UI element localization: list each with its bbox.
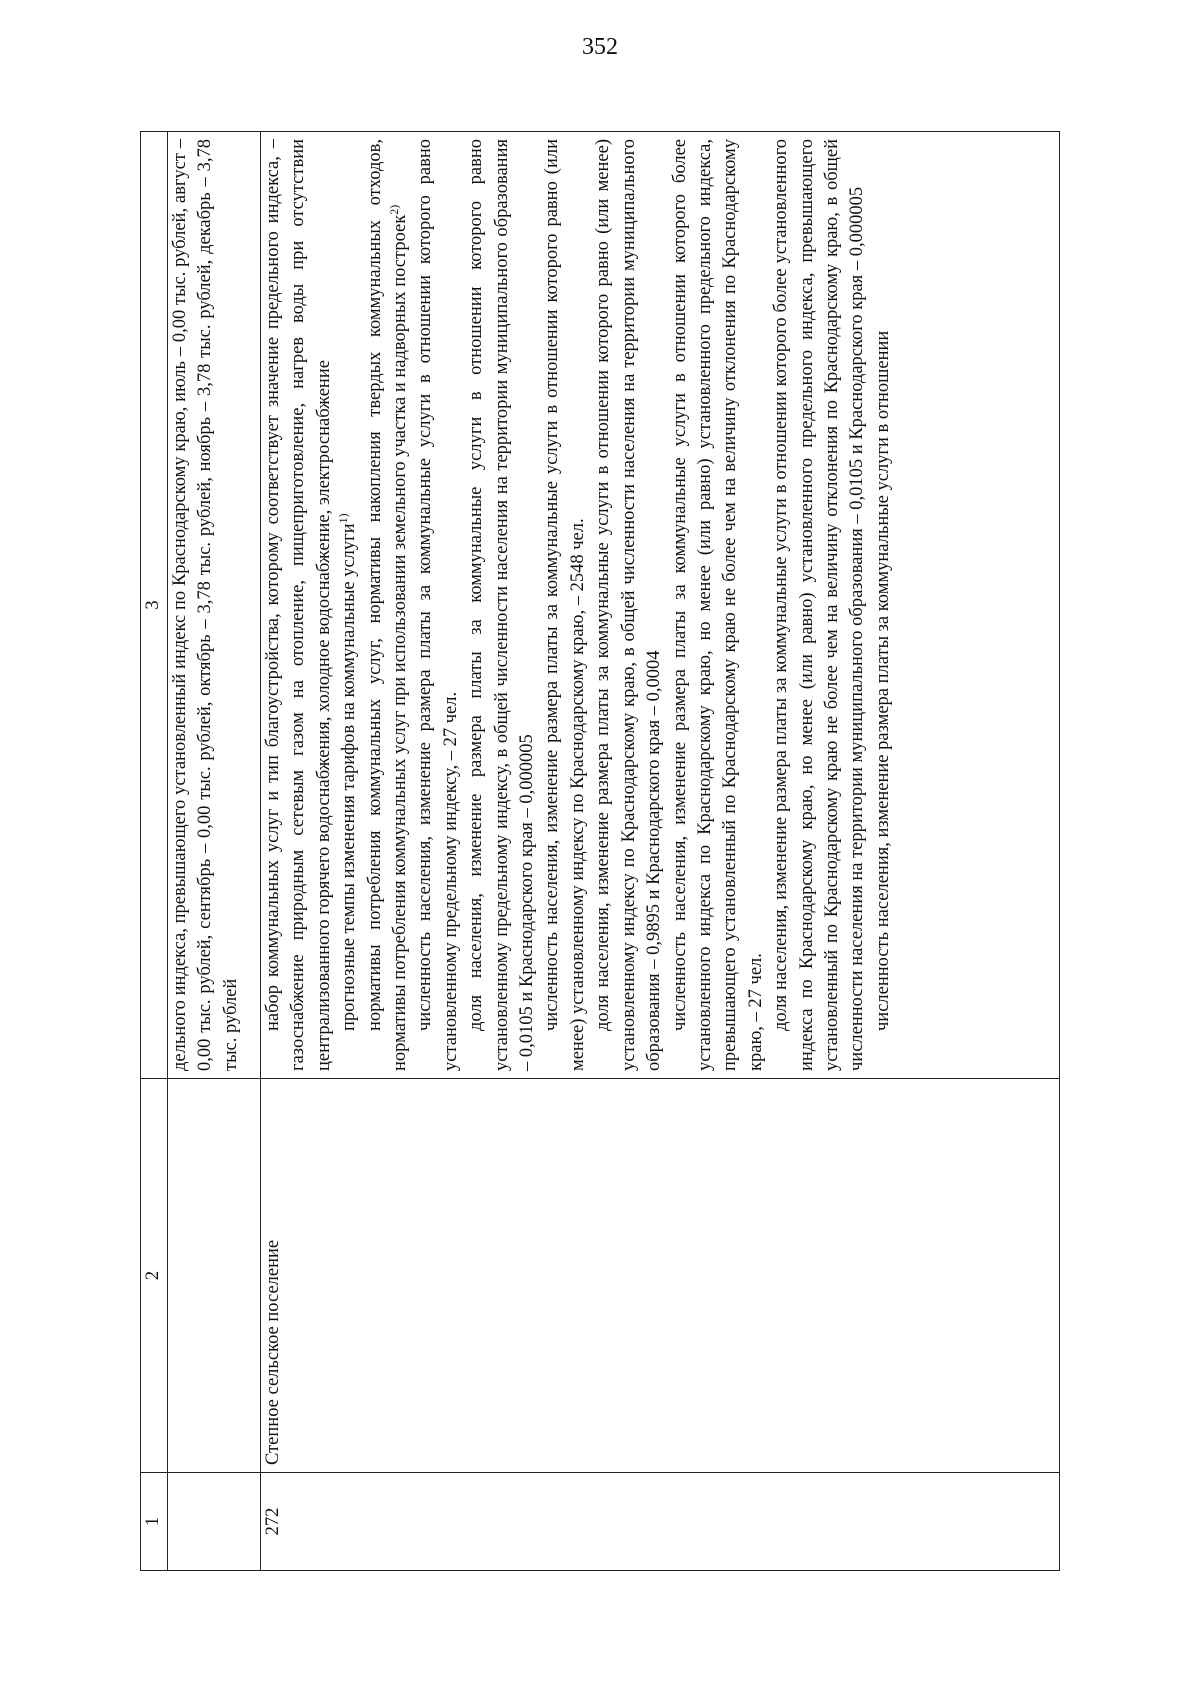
detail-paragraph-10: численность населения, изменение размера платы за коммунальные услуги в отношении bbox=[872, 330, 893, 1031]
rotated-table-container bbox=[140, 131, 1060, 1571]
detail-paragraph-2: прогнозные темпы изменения тарифов на коммунальные услуги$^{1)}$ bbox=[336, 513, 360, 1031]
continuation-cell-text bbox=[168, 132, 261, 1079]
page-number: 352 bbox=[582, 34, 618, 60]
detail-paragraph-8: численность населения, изменение размера платы за коммунальные услуги в отношении которого более установленного индекса по Краснодарскому краю, но менее (или равно) установленного предельного индекса, превышающего установленный по Краснодарскому краю не более чем на величину отклонения по Краснодарскому краю, – 27 чел. bbox=[669, 139, 766, 1071]
row-number: 272 bbox=[261, 1473, 1060, 1571]
continuation-row bbox=[168, 132, 261, 1571]
table-header-row bbox=[141, 132, 168, 1571]
continuation-cell-name bbox=[168, 1079, 261, 1473]
detail-paragraph-7: доля населения, изменение размера платы за коммунальные услуги в отношении которого равно (или менее) установленному индексу по Краснодарскому краю, в общей численности населения на территории муниципального образования – 0,9895 и Краснодарского края – 0,0004 bbox=[593, 139, 665, 1071]
detail-paragraph-4: численность населения, изменение размера платы за коммунальные услуги в отношении которого равно установленному предельному индексу, – 27 чел. bbox=[415, 139, 461, 1071]
table-row bbox=[261, 132, 1060, 1571]
detail-paragraph-1: набор коммунальных услуг и тип благоустройства, которому соответствует значение предельного индекса, – газоснабжение природным сетевым газом на отопление, пищеприготовление, нагрев воды при отсутствии централизованного горячего водоснабжения, холодное водоснабжение, электроснабжение bbox=[263, 139, 334, 1071]
column-header-1: 1 bbox=[141, 1473, 168, 1571]
row-details bbox=[261, 132, 1060, 1079]
detail-paragraph-6: численность населения, изменение размера платы за коммунальные услуги в отношении которого равно (или менее) установленному индексу по Краснодарскому краю, – 2548 чел. bbox=[542, 139, 588, 1071]
column-header-2: 2 bbox=[141, 1079, 168, 1473]
data-table bbox=[140, 131, 1060, 1571]
footnote-marker: 1) bbox=[336, 513, 351, 524]
detail-paragraph-3: нормативы потребления коммунальных услуг, нормативы накопления твердых коммунальных отходов, нормативы потребления коммунальных услуг при использовании земельного участка и надворных построек$^{2)}$ bbox=[364, 139, 411, 1071]
column-header-3: 3 bbox=[141, 132, 168, 1079]
settlement-name: Степное сельское поселение bbox=[261, 1079, 1060, 1473]
continuation-paragraph: дельного индекса, превышающего установленный индекс по Краснодарскому краю, июль – 0,00 тыс. рублей, август – 0,00 тыс. рублей, сентябрь – 0,00 тыс. рублей, октябрь – 3,78 тыс. рублей, ноябрь – 3,78 тыс. рублей, декабрь – 3,78 тыс. рублей bbox=[170, 139, 241, 1071]
detail-paragraph-9: доля населения, изменение размера платы за коммунальные услуги в отношении которого более установленного индекса по Краснодарскому краю, но менее (или равно) установленного предельного индекса, превышающего установленный по Краснодарскому краю не более чем на величину отклонения по Краснодарскому краю, в общей численности населения на территории муниципального образования – 0,0105 и Краснодарского края – 0,000005 bbox=[771, 139, 868, 1071]
detail-paragraph-5: доля населения, изменение размера платы за коммунальные услуги в отношении которого равно установленному предельному индексу, в общей численности населения на территории муниципального образования – 0,0105 и Краснодарского края – 0,000005 bbox=[466, 139, 538, 1071]
continuation-cell-number bbox=[168, 1473, 261, 1571]
footnote-marker: 2) bbox=[386, 204, 401, 215]
